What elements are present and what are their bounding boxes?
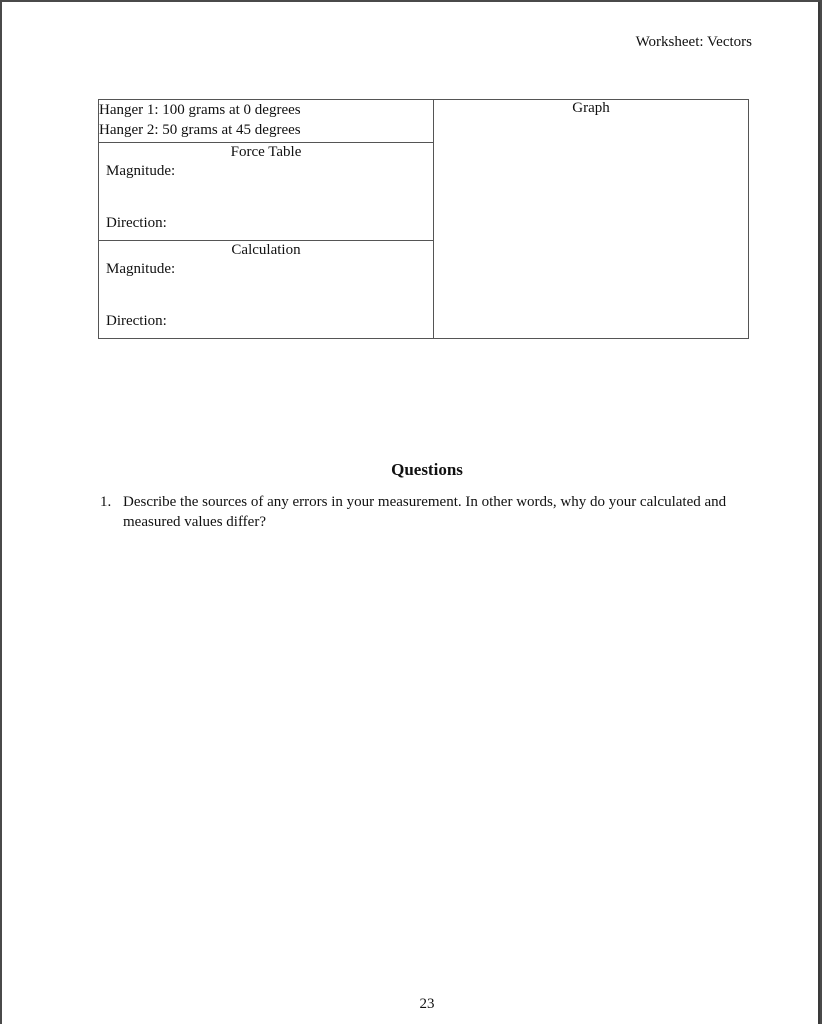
graph-cell[interactable]: [434, 100, 749, 339]
questions-heading: Questions: [391, 460, 463, 479]
calculation-cell[interactable]: [99, 241, 434, 339]
vector-worksheet-table: [98, 99, 749, 339]
hanger-1-text: Hanger 1: 100 grams at 0 degrees: [99, 102, 301, 118]
question-text: Describe the sources of any errors in your measurement. In other words, why do your calculated and measured values differ?: [123, 494, 727, 530]
question-number: 1.: [100, 494, 112, 510]
force-table-cell[interactable]: [99, 143, 434, 241]
document-page: [2, 2, 820, 1024]
hanger-2-text: Hanger 2: 50 grams at 45 degrees: [99, 122, 301, 138]
calculation-title: Calculation: [231, 242, 301, 258]
page-header-title: Worksheet: Vectors: [635, 34, 752, 50]
question-item: [100, 492, 760, 532]
force-table-magnitude-label: Magnitude:: [106, 163, 176, 179]
force-table-title: Force Table: [230, 144, 302, 160]
hangers-cell: [99, 100, 434, 143]
calculation-direction-label: Direction:: [106, 313, 167, 329]
calculation-magnitude-label: Magnitude:: [106, 261, 176, 277]
page-number: 23: [419, 996, 435, 1012]
graph-label: Graph: [572, 100, 610, 116]
force-table-direction-label: Direction:: [106, 215, 167, 231]
